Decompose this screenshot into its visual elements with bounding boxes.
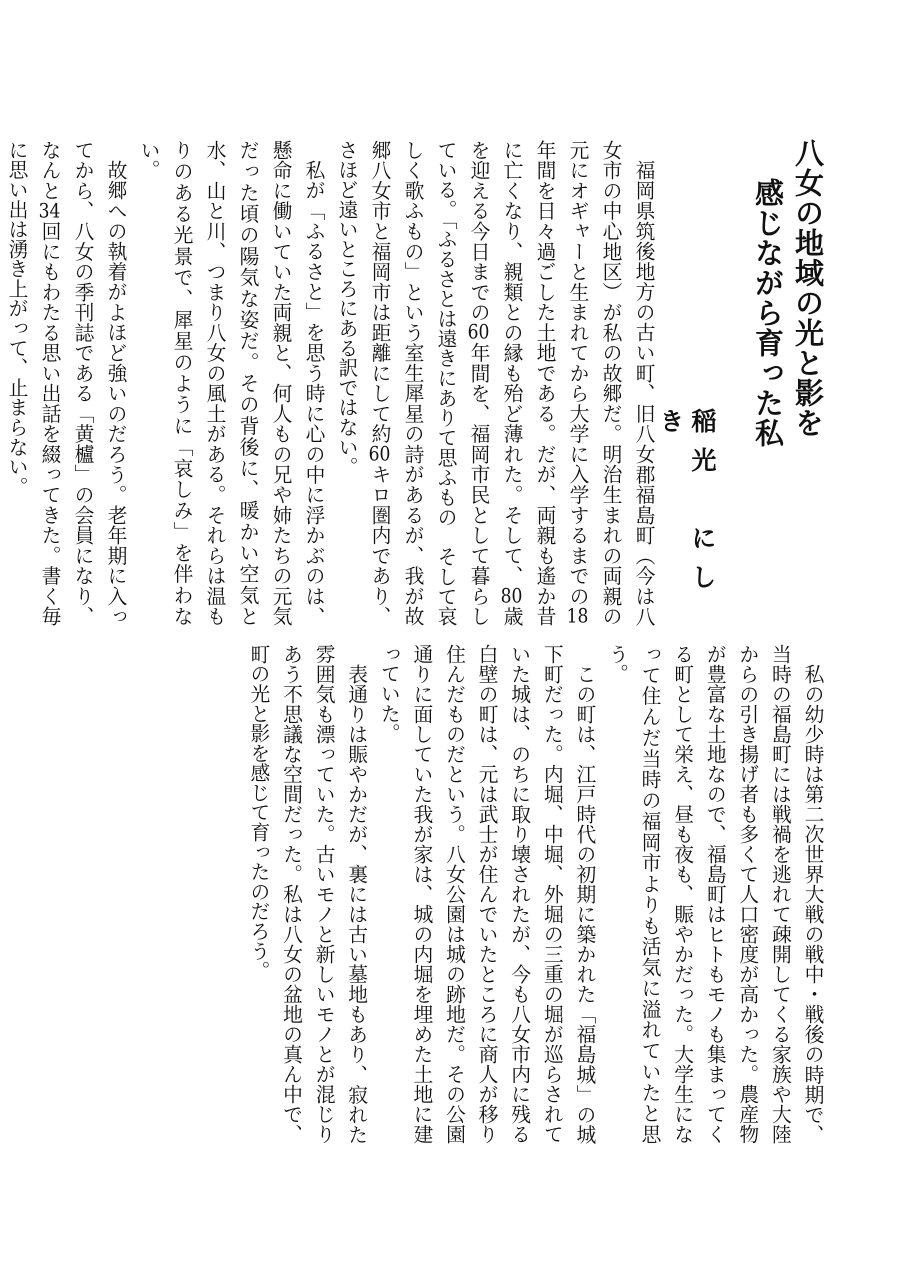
upright-number: 18 xyxy=(566,606,589,626)
title-line-1: 八女の地域の光と影を xyxy=(791,138,825,438)
body-paragraph: 私の幼少時は第二次世界大戦の戦中・戦後の時期で、当時の福島町には戦禍を逃れて疎開してくる家族や大陸からの引き揚げ者も多くて人口密度が高かった。農産物が豊富な土地なので、福島町はヒトもモノも集まってくる町として栄え、昼も夜も、賑やかだった。大学生になって住んだ当時の福岡市よりも活気に溢れていたと思う。 xyxy=(605,644,824,1144)
upright-number: 34 xyxy=(38,200,61,221)
title-line-2: 感じながら育った私 xyxy=(751,178,785,448)
body-paragraph: 表通りは賑やかだが、裏には古い墓地もあり、寂れた雰囲気も漂っていた。古いモノと新しいモノとが混じりあう不思議な空間だった。私は八女の盆地の真ん中で、町の光と影を感じて育ったのだろう。 xyxy=(246,644,368,1144)
body-lower-column xyxy=(98,644,828,1144)
upright-number: 60 xyxy=(368,444,391,464)
upright-number: 80 xyxy=(500,585,523,606)
article-title xyxy=(716,138,828,578)
body-paragraph: 故郷への執着がよほど強いのだろう。老年期に入ってから、八女の季刊誌である「黄櫨」の会員になり、なんと34回にもわたる思い出話を綴ってきた。書く毎に思い出は湧き上がって、止まらない。 xyxy=(5,140,127,626)
body-upper-column xyxy=(5,140,660,626)
body-paragraph: この町は、江戸時代の初期に築かれた「福島城」の城下町だった。内堀、中堀、外堀の三重の堀が巡らされていた城は、のちに取り壊されたが、今も八女市内に残る白壁の町は、元は武士が住んでいたところに商人が移り住んだものだという。八女公園は城の跡地だ。その公園通りに面していた我が家は、城の内堀を埋めた土地に建っていた。 xyxy=(377,644,596,1144)
author-name: 稲光 にしき xyxy=(656,408,717,603)
body-paragraph: 福岡県筑後地方の古い町、旧八女郡福島町（今は八女市の中心地区）が私の故郷だ。明治生まれの両親の元にオギャーと生まれてから大学に入学するまでの18年間を日々過ごした土地である。だが、両親も遙か昔に亡くなり、親類との縁も殆ど薄れた。そして、80歳を迎える今日までの60年間を、福岡市民として暮らしている。「ふるさとは遠きにありて思ふもの そして哀しく歌ふもの」という室生犀星の詩があるが、我が故郷八女市と福岡市は距離にして約60キロ圏内であり、さほど遠いところにある訳ではない。 xyxy=(335,140,655,626)
upright-number: 60 xyxy=(467,322,490,343)
body-paragraph: 私が「ふるさと」を思う時に心の中に浮かぶのは、懸命に働いていた両親と、何人もの兄や姉たちの元気だった頃の陽気な姿だ。その背後に、暖かい空気と水、山と川、つまり八女の風土がある。それらは温もりのある光景で、犀星のように「哀しみ」を伴わない。 xyxy=(137,140,325,626)
